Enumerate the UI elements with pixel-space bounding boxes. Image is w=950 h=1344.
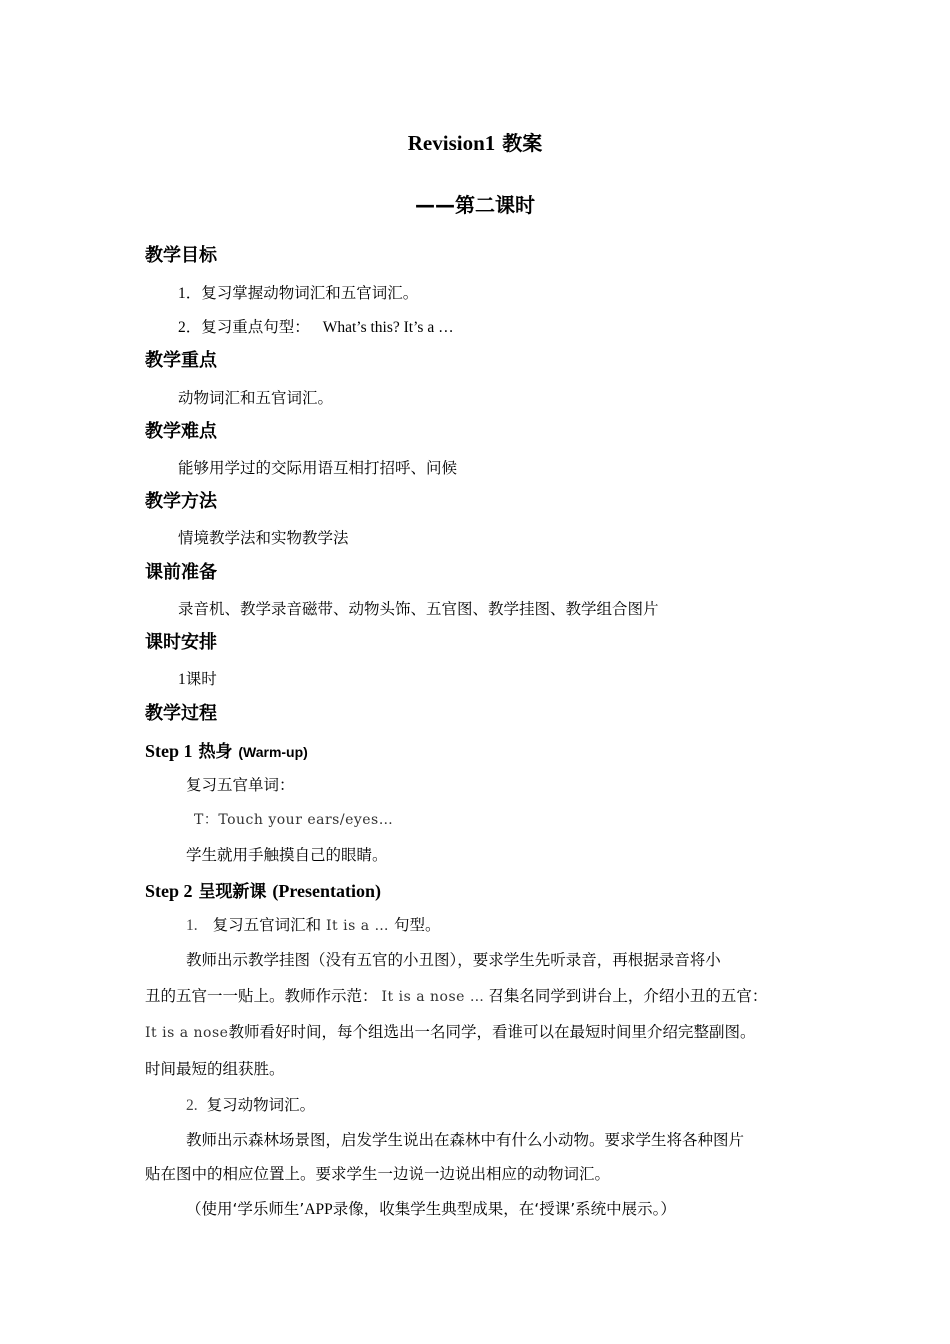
- step2-note: （使用‘学乐师生’APP录像，收集学生典型成果，在‘授课’系统中展示。）: [186, 1200, 676, 1218]
- heading-prep: 课前准备: [145, 562, 217, 583]
- key-text: 动物词汇和五官词汇。: [178, 389, 334, 407]
- step2-sub1: 1. 复习五官词汇和 It is a … 句型。: [186, 916, 441, 934]
- title-en: Revision1: [407, 131, 496, 155]
- step1-line1: 复习五官单词：: [186, 776, 295, 794]
- heading-goals: 教学目标: [145, 245, 217, 266]
- step2-para1-line4: 时间最短的组获胜。: [145, 1060, 285, 1078]
- title-cn: 教案: [502, 131, 543, 155]
- step2-para2-line2: 贴在图中的相应位置上。要求学生一边说一边说出相应的动物词汇。: [145, 1165, 611, 1183]
- document-title: [0, 127, 950, 156]
- difficulty-text: 能够用学过的交际用语互相打招呼、问候: [178, 459, 458, 477]
- step2-para1-line3: It is a nose教师看好时间，每个组选出一名同学，看谁可以在最短时间里介绍完整副图。: [145, 1023, 756, 1041]
- goal-item-1: 1．复习掌握动物词汇和五官词汇。: [178, 284, 419, 302]
- heading-process: 教学过程: [145, 703, 217, 724]
- heading-difficulty: 教学难点: [145, 421, 217, 442]
- heading-key: 教学重点: [145, 350, 217, 371]
- heading-schedule: 课时安排: [145, 632, 217, 653]
- step2-sub2: 2. 复习动物词汇。: [186, 1096, 316, 1114]
- step1-heading: Step 1 热身 (Warm-up): [145, 741, 308, 762]
- goal-item-2: 2．复习重点句型： What’s this? It’s a …: [178, 318, 454, 336]
- document-subtitle: ——第二课时: [415, 193, 535, 217]
- heading-method: 教学方法: [145, 491, 217, 512]
- step2-para1-line2: 丑的五官一一贴上。教师作示范： It is a nose … 召集名同学到讲台上，介绍小丑的五官：: [145, 987, 768, 1005]
- prep-text: 录音机、教学录音磁带、动物头饰、五官图、教学挂图、教学组合图片: [178, 600, 659, 618]
- step1-line3: 学生就用手触摸自己的眼睛。: [186, 846, 388, 864]
- method-text: 情境教学法和实物教学法: [178, 529, 349, 547]
- step1-line2: T：Touch your ears/eyes…: [194, 812, 394, 828]
- step2-heading: Step 2 呈现新课 (Presentation): [145, 881, 382, 902]
- schedule-text: 1课时: [178, 670, 217, 688]
- step2-para2-line1: 教师出示森林场景图，启发学生说出在森林中有什么小动物。要求学生将各种图片: [186, 1131, 745, 1149]
- step2-para1-line1: 教师出示教学挂图（没有五官的小丑图），要求学生先听录音，再根据录音将小: [186, 951, 721, 969]
